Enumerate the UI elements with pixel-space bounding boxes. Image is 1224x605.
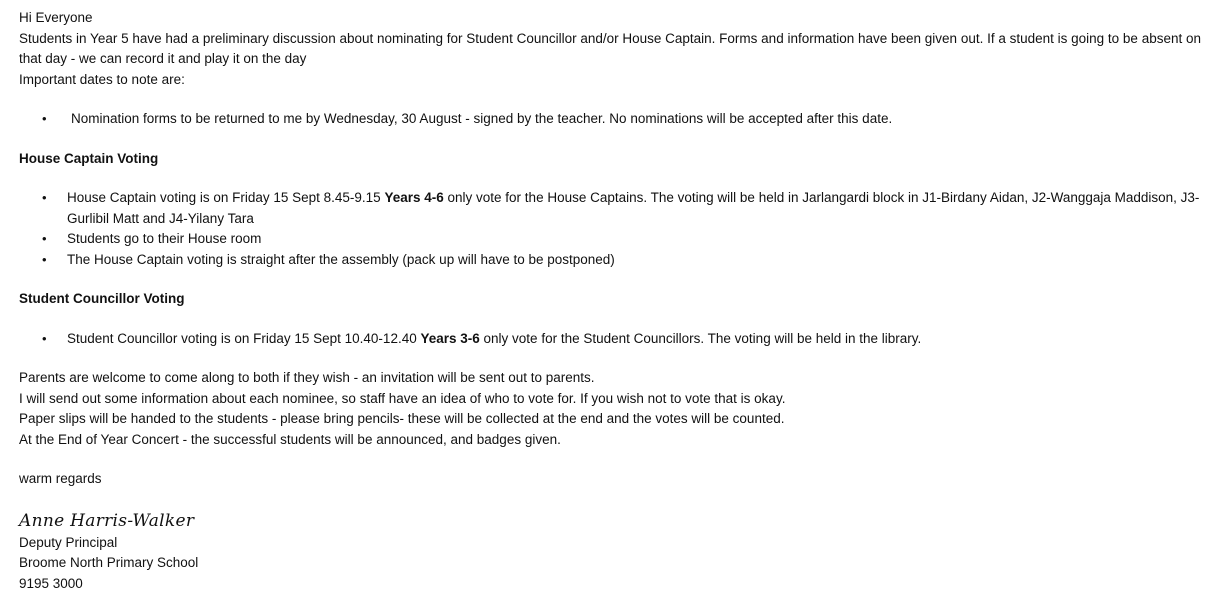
house-captain-bullet-3: The House Captain voting is straight after the assembly (pack up will have to be postponed)	[67, 251, 615, 267]
list-item	[19, 109, 1214, 130]
nomination-text: Nomination forms to be returned to me by Wednesday, 30 August - signed by the teacher. No nominations will be accepted after this date.	[71, 111, 893, 126]
house-captain-bullet-1-post: only vote for the House Captains. The voting will be held in Jarlangardi block in J1-Birdany Aidan, J2-Wanggaja Maddison, J3-Gurlibil Matt and J4-Yilany Tara	[67, 190, 1200, 226]
student-councillor-bullet-post: only vote for the Student Councillors. The voting will be held in the library.	[479, 330, 922, 346]
bullet-icon: •	[42, 330, 47, 346]
signoff: warm regards	[19, 471, 102, 486]
school-name: Broome North Primary School	[19, 555, 199, 570]
signature: Anne Harris-Walker	[19, 510, 195, 531]
email-body	[19, 8, 1214, 594]
bullet-icon: •	[42, 190, 47, 205]
bullet-icon: •	[42, 251, 47, 267]
bullet-icon: •	[42, 111, 47, 126]
list-item	[19, 188, 1214, 229]
dates-label: Important dates to note are:	[19, 71, 185, 87]
house-captain-years: Years 4-6	[384, 190, 444, 205]
house-captain-heading: House Captain Voting	[19, 150, 159, 166]
closing-line: Paper slips will be handed to the students - please bring pencils- these will be collected at the end and the votes will be counted.	[19, 411, 785, 426]
greeting: Hi Everyone	[19, 10, 93, 25]
closing-line: Parents are welcome to come along to both if they wish - an invitation will be sent out to parents.	[19, 370, 595, 385]
list-item	[19, 250, 1214, 271]
student-councillor-years: Years 3-6	[420, 330, 480, 346]
bullet-icon: •	[42, 231, 47, 246]
list-item	[19, 229, 1214, 250]
nomination-list	[19, 109, 1214, 130]
signer-title: Deputy Principal	[19, 534, 118, 550]
list-item	[19, 329, 1214, 350]
house-captain-list	[19, 188, 1214, 270]
closing-line: I will send out some information about each nominee, so staff have an idea of who to vote for. If you wish not to vote that is okay.	[19, 390, 786, 406]
student-councillor-bullet-pre: Student Councillor voting is on Friday 15 Sept 10.40-12.40	[67, 330, 421, 346]
phone-number: 9195 3000	[19, 575, 83, 591]
house-captain-bullet-2: Students go to their House room	[67, 231, 262, 246]
closing-line: At the End of Year Concert - the successful students will be announced, and badges given.	[19, 431, 561, 447]
house-captain-bullet-1-pre: House Captain voting is on Friday 15 Sept 8.45-9.15	[67, 190, 385, 205]
intro-paragraph: Students in Year 5 have had a preliminary discussion about nominating for Student Councillor and/or House Captain. Forms and information have been given out. If a student is going to be absent on that day - we can record it and play it on the day	[19, 30, 1201, 66]
student-councillor-list	[19, 329, 1214, 350]
student-councillor-heading: Student Councillor Voting	[19, 291, 185, 306]
